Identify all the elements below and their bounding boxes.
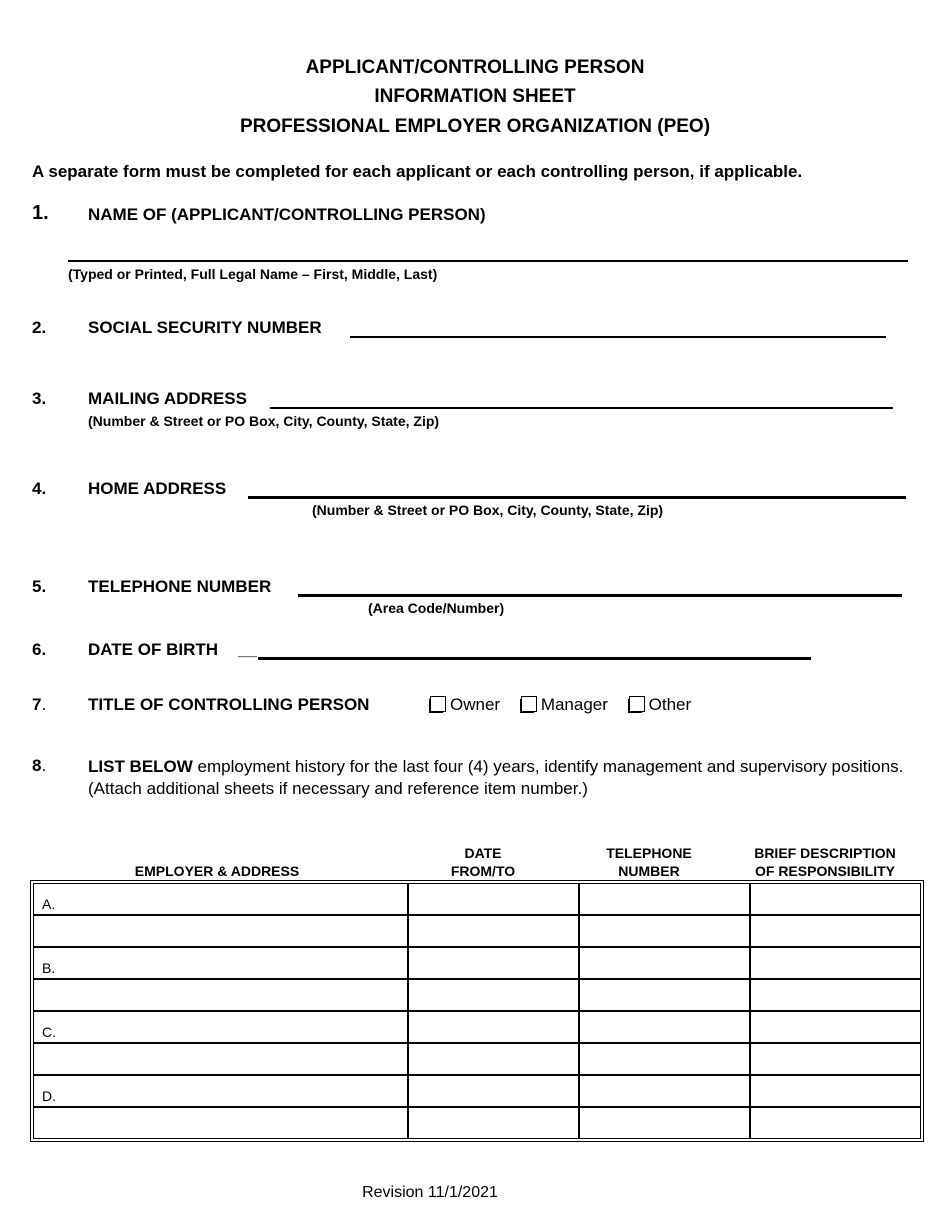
- dob-field-line[interactable]: [258, 657, 811, 660]
- item-6-label: DATE OF BIRTH: [88, 640, 219, 659]
- employer-cell-c2[interactable]: [33, 1043, 408, 1075]
- mailing-address-field-line[interactable]: [270, 407, 893, 409]
- col-header-date: DATE FROM/TO: [450, 845, 516, 879]
- employer-cell-b2[interactable]: [33, 979, 408, 1011]
- item-8-text: [88, 756, 918, 800]
- item-5-number: 5.: [32, 577, 47, 596]
- phone-cell-a2[interactable]: [579, 915, 750, 947]
- date-cell-c2[interactable]: [408, 1043, 579, 1075]
- employer-cell-d2[interactable]: [33, 1107, 408, 1139]
- item-7-label: TITLE OF CONTROLLING PERSON: [88, 695, 370, 714]
- item-2-number: 2.: [32, 318, 47, 337]
- employer-cell-b1[interactable]: [33, 947, 408, 979]
- owner-checkbox[interactable]: [430, 696, 446, 712]
- item-3-number: 3.: [32, 389, 47, 408]
- table-row: [33, 947, 921, 979]
- date-cell-a2[interactable]: [408, 915, 579, 947]
- row-label-c: C.: [42, 1024, 56, 1040]
- telephone-hint: (Area Code/Number): [368, 600, 505, 616]
- employer-cell-d1[interactable]: [33, 1075, 408, 1107]
- phone-cell-b1[interactable]: [579, 947, 750, 979]
- employer-cell-a2[interactable]: [33, 915, 408, 947]
- desc-cell-c2[interactable]: [750, 1043, 921, 1075]
- row-label-d: D.: [42, 1088, 56, 1104]
- col-header-employer: EMPLOYER & ADDRESS: [134, 863, 300, 879]
- table-row: [33, 1075, 921, 1107]
- mailing-address-hint: (Number & Street or PO Box, City, County, State, Zip): [88, 413, 440, 429]
- item-8-body: employment history for the last four (4) years, identify management and supervisory positions. (Attach additional sheets if necessary and reference item number.): [88, 757, 904, 798]
- date-cell-b1[interactable]: [408, 947, 579, 979]
- date-cell-c1[interactable]: [408, 1011, 579, 1043]
- desc-cell-b1[interactable]: [750, 947, 921, 979]
- table-row: [33, 883, 921, 915]
- name-field-line[interactable]: [68, 260, 908, 262]
- row-label-b: B.: [42, 960, 56, 976]
- date-cell-d1[interactable]: [408, 1075, 579, 1107]
- desc-cell-b2[interactable]: [750, 979, 921, 1011]
- col-header-telephone: TELEPHONE NUMBER: [606, 845, 692, 879]
- other-checkbox[interactable]: [629, 696, 645, 712]
- employer-cell-c1[interactable]: [33, 1011, 408, 1043]
- item-8-number: 8.: [32, 756, 47, 775]
- title-line-3: PROFESSIONAL EMPLOYER ORGANIZATION (PEO): [239, 116, 711, 137]
- employer-cell-a1[interactable]: [33, 883, 408, 915]
- item-5-label: TELEPHONE NUMBER: [88, 577, 272, 596]
- desc-cell-c1[interactable]: [750, 1011, 921, 1043]
- item-6-number: 6.: [32, 640, 47, 659]
- date-cell-d2[interactable]: [408, 1107, 579, 1139]
- ssn-field-line[interactable]: [350, 336, 886, 338]
- desc-cell-a2[interactable]: [750, 915, 921, 947]
- option-other[interactable]: Other: [627, 695, 692, 714]
- item-8-lead: LIST BELOW: [88, 757, 193, 776]
- table-row: [33, 915, 921, 947]
- table-row: [33, 979, 921, 1011]
- telephone-field-line[interactable]: [298, 594, 902, 597]
- table-row: [33, 1011, 921, 1043]
- phone-cell-c2[interactable]: [579, 1043, 750, 1075]
- phone-cell-c1[interactable]: [579, 1011, 750, 1043]
- table-row: [33, 1107, 921, 1139]
- date-cell-a1[interactable]: [408, 883, 579, 915]
- item-2-label: SOCIAL SECURITY NUMBER: [88, 318, 322, 337]
- item-1-number: 1.: [32, 202, 49, 224]
- desc-cell-a1[interactable]: [750, 883, 921, 915]
- table-row: [33, 1043, 921, 1075]
- option-owner[interactable]: Owner: [428, 695, 500, 714]
- manager-checkbox[interactable]: [521, 696, 537, 712]
- name-hint: (Typed or Printed, Full Legal Name – First, Middle, Last): [68, 266, 438, 282]
- item-3-label: MAILING ADDRESS: [88, 389, 247, 408]
- phone-cell-d2[interactable]: [579, 1107, 750, 1139]
- phone-cell-d1[interactable]: [579, 1075, 750, 1107]
- desc-cell-d2[interactable]: [750, 1107, 921, 1139]
- item-4-number: 4.: [32, 479, 47, 498]
- dob-prefix: __: [238, 640, 257, 659]
- phone-cell-b2[interactable]: [579, 979, 750, 1011]
- phone-cell-a1[interactable]: [579, 883, 750, 915]
- desc-cell-d1[interactable]: [750, 1075, 921, 1107]
- title-line-2: INFORMATION SHEET: [374, 86, 576, 107]
- item-7-number: 7.: [32, 695, 47, 714]
- title-line-1: APPLICANT/CONTROLLING PERSON: [305, 57, 645, 78]
- option-manager[interactable]: Manager: [519, 695, 608, 714]
- row-label-a: A.: [42, 896, 56, 912]
- instruction-text: A separate form must be completed for each applicant or each controlling person, if applicable.: [32, 162, 803, 181]
- revision-footer: Revision 11/1/2021: [362, 1184, 498, 1201]
- item-1-label: NAME OF (APPLICANT/CONTROLLING PERSON): [88, 205, 486, 224]
- title-options: [428, 695, 691, 715]
- col-header-description: BRIEF DESCRIPTION OF RESPONSIBILITY: [754, 845, 896, 879]
- date-cell-b2[interactable]: [408, 979, 579, 1011]
- home-address-field-line[interactable]: [248, 496, 906, 499]
- home-address-hint: (Number & Street or PO Box, City, County, State, Zip): [312, 502, 664, 518]
- item-4-label: HOME ADDRESS: [88, 479, 227, 498]
- employment-history-table: [30, 880, 924, 1142]
